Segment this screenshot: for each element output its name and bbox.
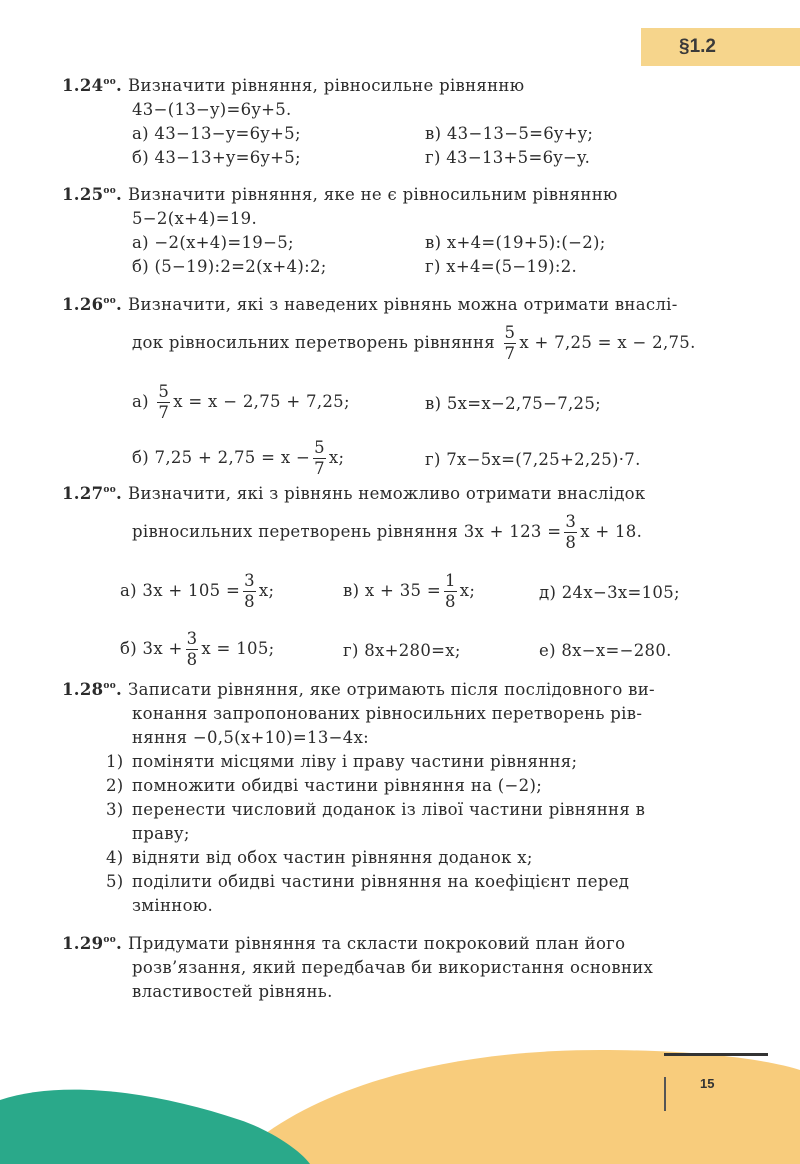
option-e: е) 8x−x=−280. (539, 641, 672, 660)
option-v: в) x + 35 = $\frac{1}{8}$ x; (343, 571, 476, 611)
footer-divider (664, 1077, 666, 1111)
problem-number: $1.28^{oo}$. (62, 680, 123, 699)
problem-1-27: $1.27^{oo}$. Визначити, які з рівнянь неможливо отримати внаслідок рівносильних перетворень рівняння 3x + 123 = $\frac{3}{8}$ x + 18. а) 3x + 105 = $\frac{3}{8}$ x; в) x + 35 = $\frac{1}{8}$ x; д) 24x−3x=105; б) 3x + $\frac{3}{8}$ x = 105; г) 8x+280=x; е) 8x−x=−280. (62, 484, 680, 669)
problem-number: $1.27^{oo}$. (62, 484, 123, 503)
list-item-cont: праву; (132, 824, 190, 843)
problem-number: $1.29^{oo}$. (62, 934, 123, 953)
list-item: 4) відняти від обох частин рівняння доданок x; (106, 848, 533, 867)
option-a: а) $\frac{5}{7}$ x = x − 2,75 + 7,25; (132, 382, 350, 422)
problem-text: Визначити, які з рівнянь неможливо отримати внаслідок (128, 484, 646, 503)
list-item: 3) перенести числовий доданок із лівої частини рівняння в (106, 800, 646, 819)
list-item: 1) поміняти місцями ліву і праву частини рівняння; (106, 752, 578, 771)
option-v: в) x+4=(19+5):(−2); (425, 233, 606, 252)
problem-number: $1.24^{oo}$. (62, 76, 123, 95)
problem-number: $1.25^{oo}$. (62, 185, 123, 204)
list-item-cont: змінною. (132, 896, 214, 915)
footer-rule (664, 1053, 768, 1056)
list-item: 2) помножити обидві частини рівняння на (−2); (106, 776, 543, 795)
option-a: а) −2(x+4)=19−5; (132, 233, 294, 252)
page-number: 15 (700, 1076, 715, 1091)
section-label: §1.2 (679, 36, 716, 57)
problem-1-28: $1.28^{oo}$. Записати рівняння, яке отримають після послідовного ви- конання запропонованих рівносильних перетворень рів- няння −0,5(x+10)=13−4x: 1) поміняти місцями ліву і праву частини рівняння; 2) помножити обидві частини рівняння на (−2); 3) перенести числовий доданок із лівої частини рівняння в праву; 4) відняти від обох частин рівняння доданок x; 5) поділити обидві частини рівняння на коефіцієнт перед змінною. (62, 674, 722, 918)
problem-text-2: док рівносильних перетворень рівняння (132, 333, 495, 352)
option-a: а) 43−13−y=6y+5; (132, 124, 301, 143)
problem-text: Придумати рівняння та скласти покроковий план його (128, 934, 626, 953)
option-g: г) x+4=(5−19):2. (425, 257, 578, 276)
option-v: в) 5x=x−2,75−7,25; (425, 394, 601, 413)
fraction: $\frac{3}{8}$ (565, 512, 577, 552)
list-item: 5) поділити обидві частини рівняння на коефіцієнт перед (106, 872, 630, 891)
problem-text-2: рівносильних перетворень рівняння (132, 522, 459, 541)
problem-equation: 5−2(x+4)=19. (132, 209, 257, 228)
fraction: $\frac{5}{7}$ (504, 323, 516, 363)
problem-text: Визначити рівняння, рівносильне рівнянню (128, 76, 525, 95)
option-b: б) 3x + $\frac{3}{8}$ x = 105; (120, 629, 275, 669)
problem-number: $1.26^{oo}$. (62, 295, 123, 314)
option-g: г) 8x+280=x; (343, 641, 461, 660)
problem-text: Визначити рівняння, яке не є рівносильним рівнянню (128, 185, 618, 204)
option-b: б) (5−19):2=2(x+4):2; (132, 257, 327, 276)
option-g: г) 7x−5x=(7,25+2,25)·7. (425, 450, 641, 469)
option-g: г) 43−13+5=6y−y. (425, 148, 591, 167)
option-d: д) 24x−3x=105; (539, 583, 680, 602)
problem-text: Визначити, які з наведених рівнянь можна отримати внаслі- (128, 295, 678, 314)
option-b: б) 43−13+y=6y+5; (132, 148, 301, 167)
problem-equation: 43−(13−y)=6y+5. (132, 100, 292, 119)
problem-text: Записати рівняння, яке отримають після послідовного ви- (128, 680, 655, 699)
option-v: в) 43−13−5=6y+y; (425, 124, 594, 143)
problem-1-29: $1.29^{oo}$. Придумати рівняння та скласти покроковий план його розв’язання, який передбачав би використання основних властивостей рівнянь. (62, 934, 654, 1001)
option-a: а) 3x + 105 = $\frac{3}{8}$ x; (120, 571, 275, 611)
option-b: б) 7,25 + 2,75 = x − $\frac{5}{7}$ x; (132, 438, 345, 478)
problem-equation: x + 7,25 = x − 2,75. (519, 333, 696, 352)
